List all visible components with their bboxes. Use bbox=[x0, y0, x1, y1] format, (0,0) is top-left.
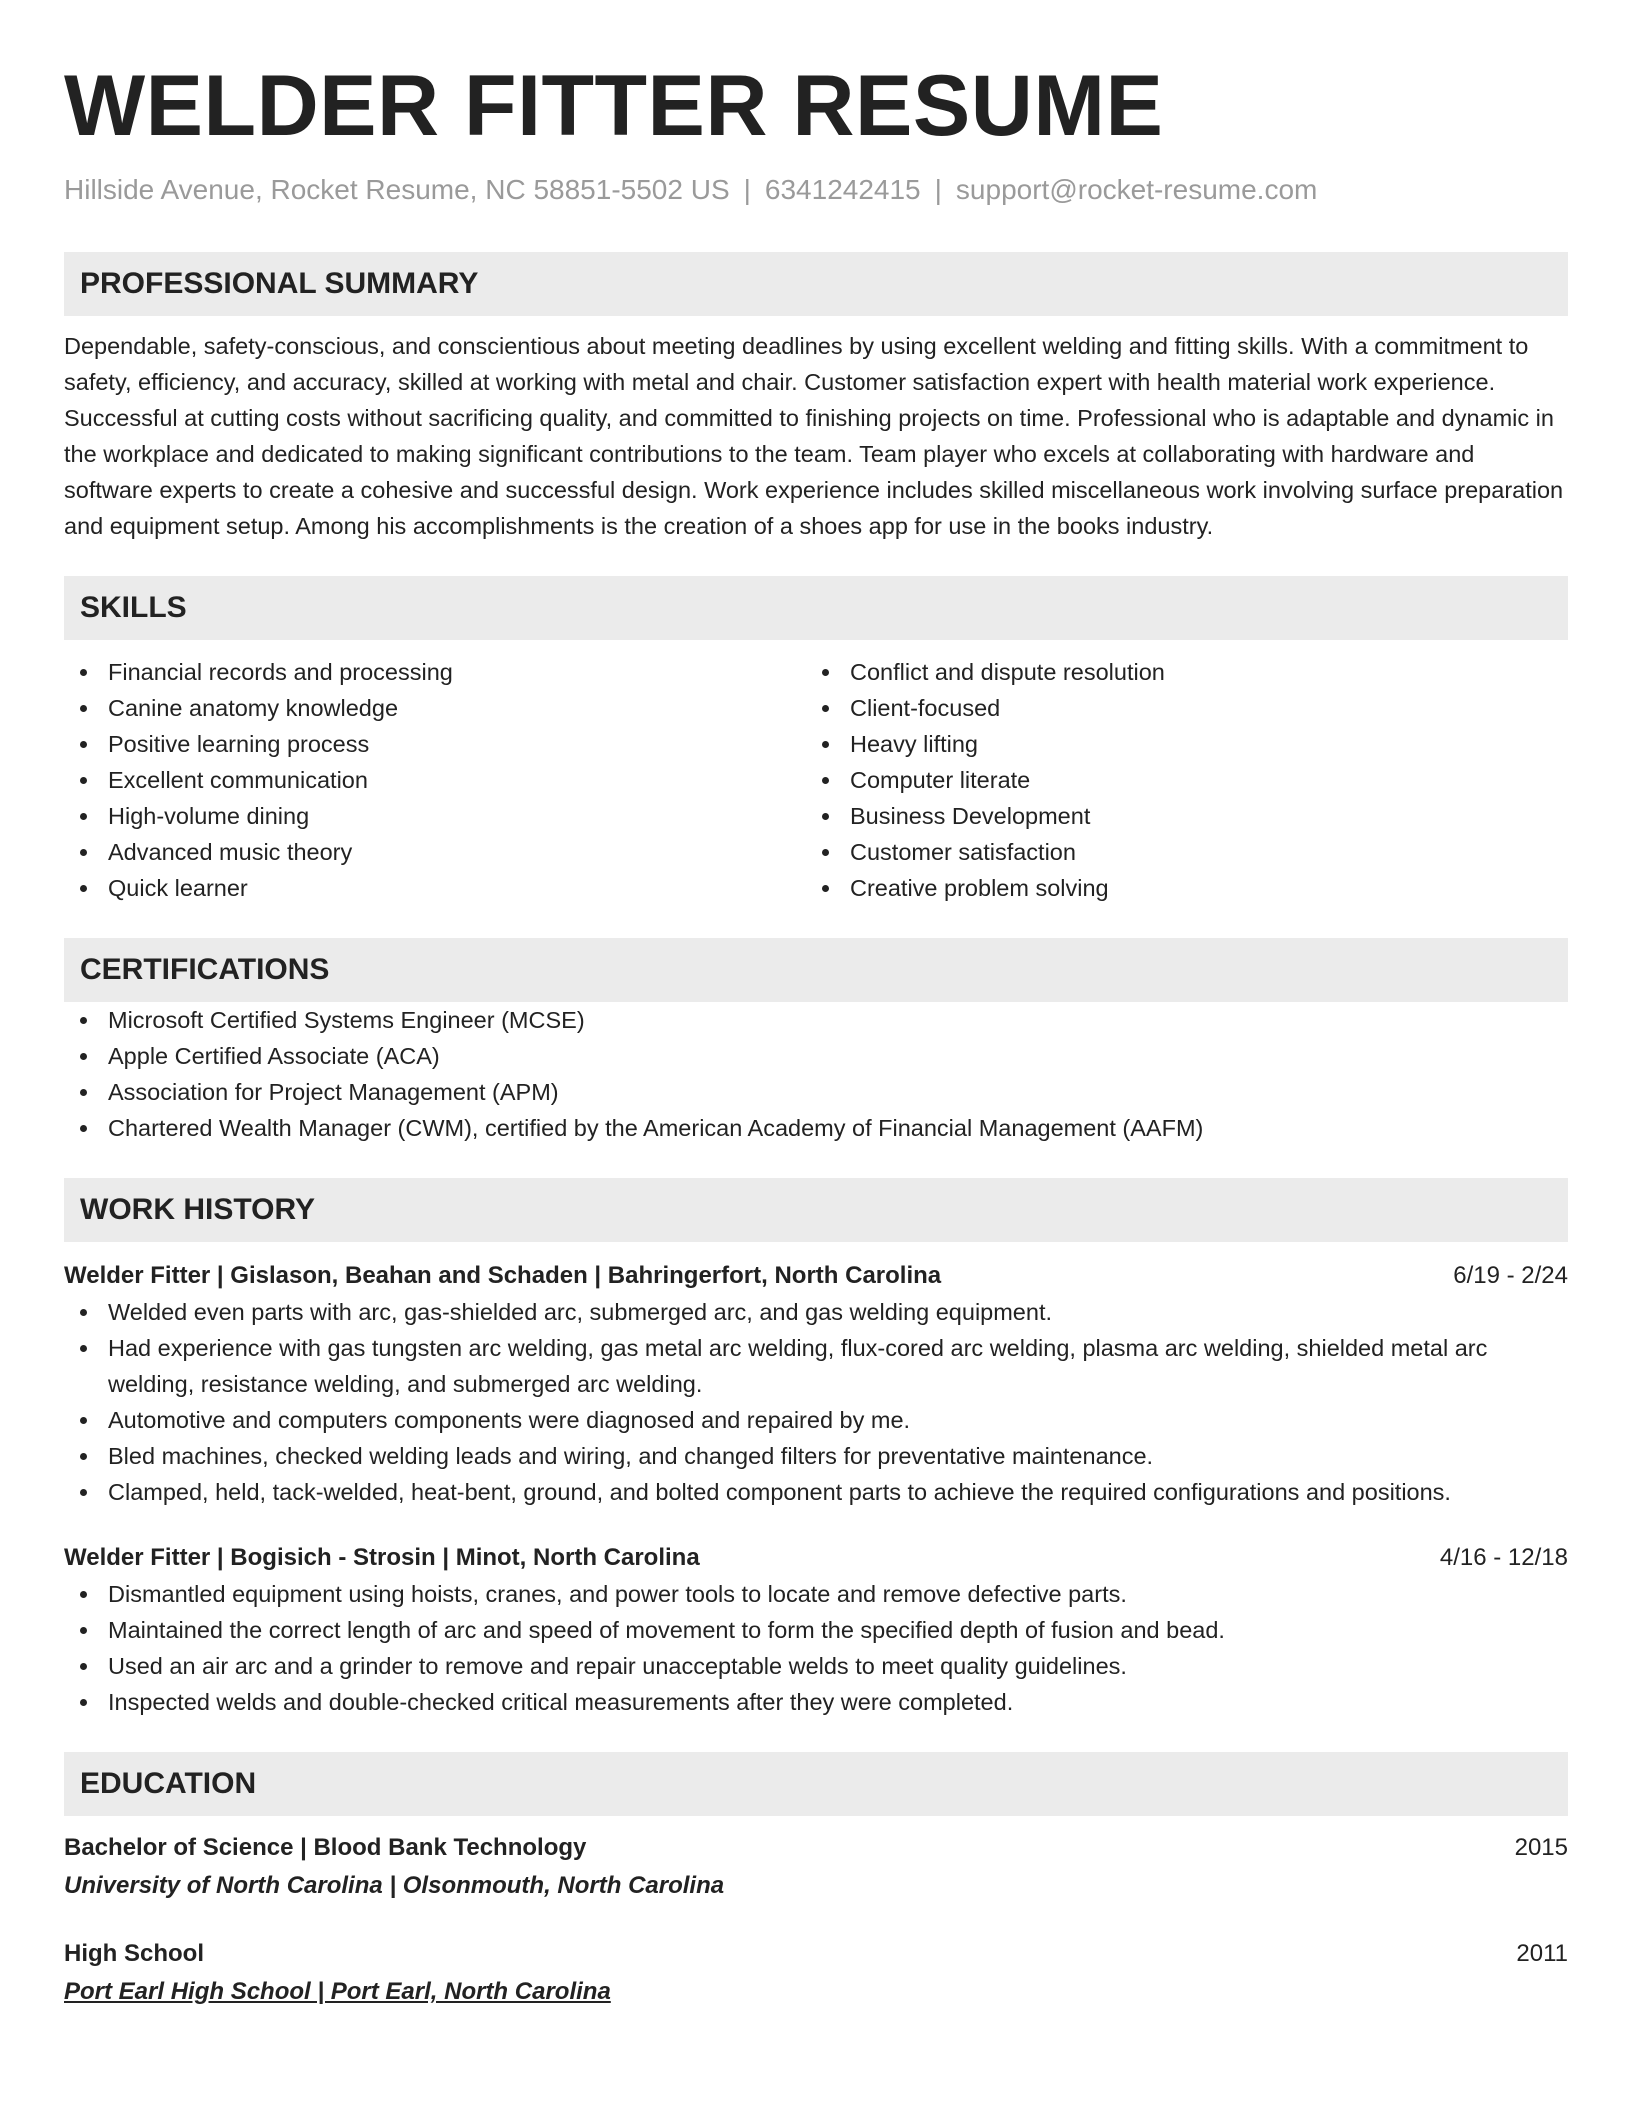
section-heading-summary: PROFESSIONAL SUMMARY bbox=[64, 252, 1568, 316]
contact-email: support@rocket-resume.com bbox=[955, 174, 1318, 205]
skill-item: Excellent communication bbox=[64, 762, 806, 798]
skill-item: Computer literate bbox=[806, 762, 1548, 798]
education-year: 2011 bbox=[1516, 1940, 1568, 1967]
contact-phone: 6341242415 bbox=[764, 174, 921, 205]
education-school: University of North Carolina | Olsonmouth, North Carolina bbox=[64, 1872, 725, 1899]
resume-title: WELDER FITTER RESUME bbox=[64, 58, 1164, 154]
job-duty-item: Welded even parts with arc, gas-shielded arc, submerged arc, and gas welding equipment. bbox=[64, 1294, 1568, 1330]
skill-item: Client-focused bbox=[806, 690, 1548, 726]
job-duty-item: Clamped, held, tack-welded, heat-bent, ground, and bolted component parts to achieve the required configurations and positions. bbox=[64, 1474, 1568, 1510]
job-duty-item: Inspected welds and double-checked critical measurements after they were completed. bbox=[64, 1684, 1568, 1720]
job-duties-list bbox=[64, 1576, 1568, 1720]
education-degree: High School bbox=[64, 1940, 204, 1967]
skill-item: High-volume dining bbox=[64, 798, 806, 834]
skill-item: Canine anatomy knowledge bbox=[64, 690, 806, 726]
education-header bbox=[64, 1830, 1568, 1866]
job-duty-item: Bled machines, checked welding leads and wiring, and changed filters for preventative maintenance. bbox=[64, 1438, 1568, 1474]
job-title: Welder Fitter | Bogisich - Strosin | Minot, North Carolina bbox=[64, 1544, 700, 1571]
contact-separator: | bbox=[934, 174, 942, 205]
contact-line bbox=[64, 172, 1568, 208]
section-heading-work-history: WORK HISTORY bbox=[64, 1178, 1568, 1242]
skill-item: Advanced music theory bbox=[64, 834, 806, 870]
certifications-list bbox=[64, 1002, 1568, 1146]
certification-item: Apple Certified Associate (ACA) bbox=[64, 1038, 1568, 1074]
skill-item: Business Development bbox=[806, 798, 1548, 834]
contact-separator: | bbox=[743, 174, 751, 205]
job-header bbox=[64, 1540, 1568, 1576]
summary-text: Dependable, safety-conscious, and conscientious about meeting deadlines by using excellent welding and fitting skills. With a commitment to safety, efficiency, and accuracy, skilled at working with metal and chair. Customer satisfaction expert with health material work experience. Successful at cutting costs without sacrificing quality, and committed to finishing projects on time. Professional who is adaptable and dynamic in the workplace and dedicated to making significant contributions to the team. Team player who excels at collaborating with hardware and software experts to create a cohesive and successful design. Work experience includes skilled miscellaneous work involving surface preparation and equipment setup. Among his accomplishments is the creation of a shoes app for use in the books industry. bbox=[64, 333, 1564, 539]
skill-item: Customer satisfaction bbox=[806, 834, 1548, 870]
skills-column-right bbox=[806, 654, 1548, 906]
section-heading-education: EDUCATION bbox=[64, 1752, 1568, 1816]
job-duties-list bbox=[64, 1294, 1568, 1510]
certification-item: Microsoft Certified Systems Engineer (MCSE) bbox=[64, 1002, 1568, 1038]
education-school: Port Earl High School | Port Earl, North Carolina bbox=[64, 1978, 611, 2005]
skill-item: Conflict and dispute resolution bbox=[806, 654, 1548, 690]
skill-item: Heavy lifting bbox=[806, 726, 1548, 762]
skills-column-left bbox=[64, 654, 806, 906]
education-header bbox=[64, 1936, 1568, 1972]
resume-page bbox=[64, 0, 1568, 2012]
job-header bbox=[64, 1258, 1568, 1294]
certification-item: Association for Project Management (APM) bbox=[64, 1074, 1568, 1110]
section-heading-skills: SKILLS bbox=[64, 576, 1568, 640]
education-year: 2015 bbox=[1514, 1834, 1568, 1861]
job-duty-item: Maintained the correct length of arc and speed of movement to form the specified depth of fusion and bead. bbox=[64, 1612, 1568, 1648]
job-dates: 6/19 - 2/24 bbox=[1453, 1262, 1568, 1289]
education-degree: Bachelor of Science | Blood Bank Technology bbox=[64, 1834, 587, 1861]
certification-item: Chartered Wealth Manager (CWM), certified by the American Academy of Financial Management (AAFM) bbox=[64, 1110, 1568, 1146]
skill-item: Creative problem solving bbox=[806, 870, 1548, 906]
job-duty-item: Used an air arc and a grinder to remove and repair unacceptable welds to meet quality guidelines. bbox=[64, 1648, 1568, 1684]
skill-item: Financial records and processing bbox=[64, 654, 806, 690]
job-duty-item: Had experience with gas tungsten arc welding, gas metal arc welding, flux-cored arc welding, plasma arc welding, shielded metal arc welding, resistance welding, and submerged arc welding. bbox=[64, 1330, 1568, 1402]
job-duty-item: Automotive and computers components were diagnosed and repaired by me. bbox=[64, 1402, 1568, 1438]
skill-item: Positive learning process bbox=[64, 726, 806, 762]
contact-address: Hillside Avenue, Rocket Resume, NC 58851-5502 US bbox=[64, 174, 730, 205]
skills-list bbox=[64, 654, 1568, 906]
section-heading-certifications: CERTIFICATIONS bbox=[64, 938, 1568, 1002]
job-dates: 4/16 - 12/18 bbox=[1439, 1544, 1568, 1571]
job-title: Welder Fitter | Gislason, Beahan and Schaden | Bahringerfort, North Carolina bbox=[64, 1262, 942, 1289]
job-duty-item: Dismantled equipment using hoists, cranes, and power tools to locate and remove defective parts. bbox=[64, 1576, 1568, 1612]
skill-item: Quick learner bbox=[64, 870, 806, 906]
